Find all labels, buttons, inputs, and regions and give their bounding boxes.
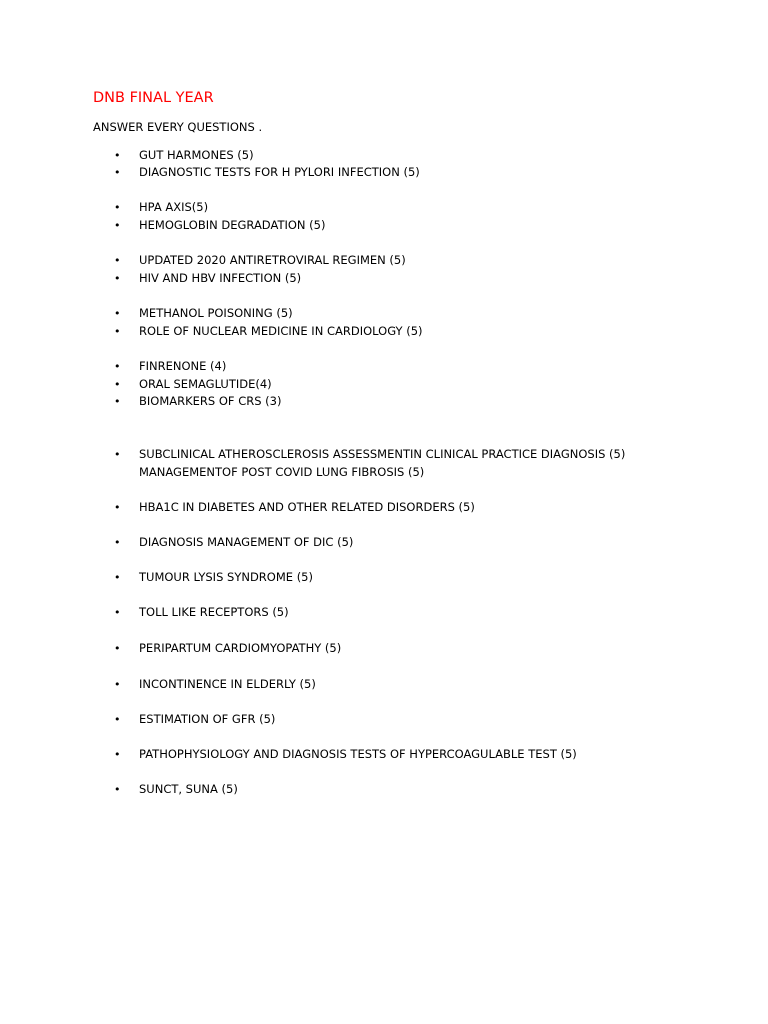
question-item	[114, 165, 420, 180]
question-item	[114, 535, 354, 550]
question-item	[114, 677, 316, 692]
bullet-icon: •	[114, 395, 121, 408]
question-text: TUMOUR LYSIS SYNDROME (5)	[139, 570, 313, 584]
question-text: FINRENONE (4)	[139, 359, 227, 373]
instructions-text: ANSWER EVERY QUESTIONS .	[93, 120, 263, 134]
bullet-icon: •	[114, 219, 121, 232]
bullet-icon: •	[114, 378, 121, 391]
bullet-icon: •	[114, 501, 121, 514]
bullet-icon: •	[114, 536, 121, 549]
bullet-icon: •	[114, 307, 121, 320]
question-text: ROLE OF NUCLEAR MEDICINE IN CARDIOLOGY (5)	[139, 324, 423, 338]
question-text: SUBCLINICAL ATHEROSCLEROSIS ASSESSMENTIN CLINICAL PRACTICE DIAGNOSIS (5)	[139, 447, 626, 461]
question-text: PERIPARTUM CARDIOMYOPATHY (5)	[139, 641, 342, 655]
question-item	[114, 148, 254, 163]
question-item	[114, 324, 423, 339]
bullet-icon: •	[114, 448, 121, 461]
question-item	[114, 394, 282, 409]
question-text: DIAGNOSIS MANAGEMENT OF DIC (5)	[139, 535, 354, 549]
bullet-icon: •	[114, 571, 121, 584]
question-item	[114, 605, 289, 620]
bullet-icon: •	[114, 254, 121, 267]
question-text: METHANOL POISONING (5)	[139, 306, 293, 320]
question-item	[114, 377, 272, 392]
question-text: ESTIMATION OF GFR (5)	[139, 712, 276, 726]
question-text: UPDATED 2020 ANTIRETROVIRAL REGIMEN (5)	[139, 253, 406, 267]
document-title: DNB FINAL YEAR	[93, 90, 214, 106]
bullet-icon: •	[114, 325, 121, 338]
question-text: TOLL LIKE RECEPTORS (5)	[139, 605, 289, 619]
question-text: SUNCT, SUNA (5)	[139, 782, 238, 796]
question-continuation	[139, 465, 424, 480]
bullet-icon: •	[114, 642, 121, 655]
bullet-icon: •	[114, 149, 121, 162]
question-text: DIAGNOSTIC TESTS FOR H PYLORI INFECTION (5)	[139, 165, 420, 179]
question-item	[114, 747, 577, 762]
bullet-icon: •	[114, 360, 121, 373]
question-text: PATHOPHYSIOLOGY AND DIAGNOSIS TESTS OF HYPERCOAGULABLE TEST (5)	[139, 747, 577, 761]
question-item	[114, 570, 313, 585]
bullet-icon: •	[114, 678, 121, 691]
bullet-icon: •	[114, 272, 121, 285]
question-item	[114, 782, 238, 797]
question-item	[114, 641, 342, 656]
bullet-icon: •	[114, 606, 121, 619]
bullet-icon: •	[114, 166, 121, 179]
question-item	[114, 253, 406, 268]
question-text: HIV AND HBV INFECTION (5)	[139, 271, 302, 285]
question-text: HEMOGLOBIN DEGRADATION (5)	[139, 218, 326, 232]
question-text: HBA1C IN DIABETES AND OTHER RELATED DISORDERS (5)	[139, 500, 475, 514]
question-item	[114, 712, 276, 727]
bullet-icon: •	[114, 201, 121, 214]
question-text: GUT HARMONES (5)	[139, 148, 254, 162]
question-item	[114, 271, 302, 286]
question-text: INCONTINENCE IN ELDERLY (5)	[139, 677, 316, 691]
question-text: HPA AXIS(5)	[139, 200, 209, 214]
question-item	[114, 218, 326, 233]
question-text: ORAL SEMAGLUTIDE(4)	[139, 377, 272, 391]
question-item	[114, 200, 209, 215]
question-item	[114, 359, 227, 374]
bullet-icon: •	[114, 748, 121, 761]
bullet-icon: •	[114, 783, 121, 796]
question-item	[114, 306, 293, 321]
question-item	[114, 447, 626, 462]
question-text: MANAGEMENTOF POST COVID LUNG FIBROSIS (5)	[139, 465, 425, 479]
question-text: BIOMARKERS OF CRS (3)	[139, 394, 282, 408]
bullet-icon: •	[114, 713, 121, 726]
question-item	[114, 500, 475, 515]
